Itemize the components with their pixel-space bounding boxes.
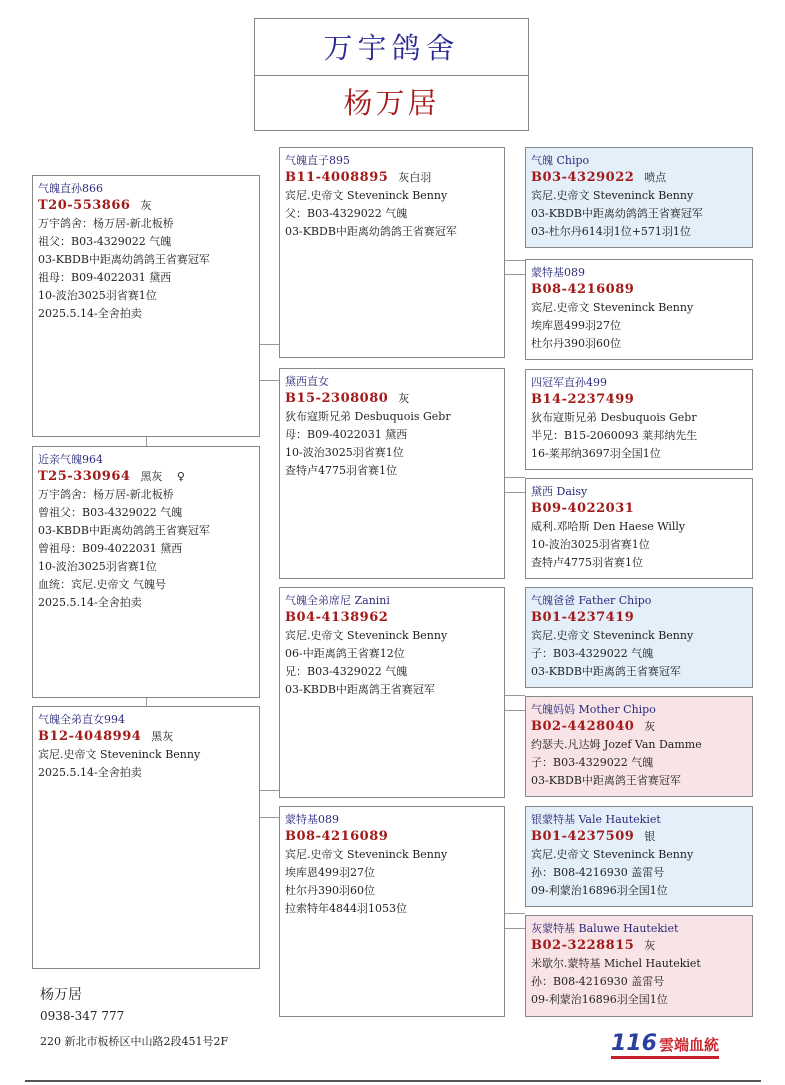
feather-color: 灰 bbox=[644, 720, 656, 733]
pedigree-card-g3-3 bbox=[525, 369, 753, 470]
footer-address: 220 新北市板桥区中山路2段451号2F bbox=[40, 1035, 229, 1048]
pedigree-line: 10-波治3025羽省赛1位 bbox=[285, 446, 404, 459]
pedigree-line: 10-波治3025羽省赛1位 bbox=[38, 289, 157, 302]
bottom-divider bbox=[25, 1080, 761, 1082]
ring-number: T20-553866 bbox=[38, 198, 131, 213]
pedigree-card-g3-5 bbox=[525, 587, 753, 688]
footer-phone: 0938-347 777 bbox=[40, 1009, 125, 1023]
pedigree-card-sire-sire bbox=[279, 147, 505, 358]
pedigree-line: 祖父：B03-4329022 气魄 bbox=[38, 235, 172, 248]
pigeon-name: 近亲气魄964 bbox=[38, 453, 103, 466]
pedigree-line: 拉索特年4844羽1053位 bbox=[285, 902, 407, 915]
pigeon-name: 气魄妈妈 Mother Chipo bbox=[531, 703, 656, 716]
pigeon-name: 气魄直孙866 bbox=[38, 182, 103, 195]
pedigree-line: 曾祖父：B03-4329022 气魄 bbox=[38, 506, 183, 519]
pedigree-line: 2025.5.14-全舍拍卖 bbox=[38, 596, 142, 609]
pedigree-line: 狄布寇斯兄弟 Desbuquois Gebr bbox=[531, 411, 697, 424]
pedigree-line: 狄布寇斯兄弟 Desbuquois Gebr bbox=[285, 410, 451, 423]
title-box bbox=[254, 18, 529, 131]
pigeon-name: 四冠军直孙499 bbox=[531, 376, 607, 389]
pedigree-line: 03-杜尔丹614羽1位+571羽1位 bbox=[531, 225, 691, 238]
pedigree-line: 孙：B08-4216930 盖雷号 bbox=[531, 975, 665, 988]
ring-number: B12-4048994 bbox=[38, 729, 142, 744]
feather-color: 灰 bbox=[398, 392, 410, 405]
pedigree-line: 子：B03-4329022 气魄 bbox=[531, 647, 654, 660]
pedigree-card-subject-b bbox=[32, 446, 260, 698]
pedigree-line: 宾尼.史帝文 Steveninck Benny bbox=[38, 748, 201, 761]
pigeon-name: 灰蒙特基 Baluwe Hautekiet bbox=[531, 922, 679, 935]
pedigree-card-subject-a bbox=[32, 175, 260, 437]
pedigree-line: 10-波治3025羽省赛1位 bbox=[38, 560, 157, 573]
connector-line bbox=[504, 260, 525, 261]
ring-number: B08-4216089 bbox=[531, 282, 635, 297]
feather-color: 灰 bbox=[644, 939, 656, 952]
owner-title: 杨万居 bbox=[343, 86, 440, 120]
ring-number: B15-2308080 bbox=[285, 391, 389, 406]
loft-title: 万宇鸽舍 bbox=[255, 19, 528, 76]
pedigree-line: 万宇鸽舍：杨万居-新北板桥 bbox=[38, 488, 174, 501]
pedigree-line: 米歇尔.蒙特基 Michel Hautekiet bbox=[531, 957, 701, 970]
pedigree-line: 查特卢4775羽省赛1位 bbox=[531, 556, 643, 569]
ring-number: B01-4237419 bbox=[531, 610, 635, 625]
pedigree-line: 09-利蒙治16896羽全国1位 bbox=[531, 993, 668, 1006]
ring-number: T25-330964 bbox=[38, 469, 131, 484]
connector-line bbox=[259, 817, 279, 818]
ring-number: B11-4008895 bbox=[285, 170, 389, 185]
pedigree-line: 03-KBDB中距离幼鸽鸽王省赛冠军 bbox=[285, 225, 457, 238]
pedigree-card-g3-1 bbox=[525, 147, 753, 248]
feather-color: 银 bbox=[644, 830, 656, 843]
connector-line bbox=[146, 436, 147, 446]
ring-number: B04-4138962 bbox=[285, 610, 389, 625]
pedigree-line: 宾尼.史帝文 Steveninck Benny bbox=[285, 189, 448, 202]
connector-line bbox=[146, 697, 147, 706]
pedigree-line: 03-KBDB中距离幼鸽鸽王省赛冠军 bbox=[531, 207, 703, 220]
ring-number: B14-2237499 bbox=[531, 392, 635, 407]
connector-line bbox=[504, 477, 525, 478]
connector-line bbox=[259, 380, 279, 381]
feather-color: 喷点 bbox=[644, 171, 667, 184]
pigeon-name: 气魄 Chipo bbox=[531, 154, 590, 167]
feather-color: 黑灰 bbox=[151, 730, 174, 743]
pedigree-line: 09-利蒙治16896羽全国1位 bbox=[531, 884, 668, 897]
pedigree-card-g3-2 bbox=[525, 259, 753, 360]
logo-text: 雲端血統 bbox=[658, 1036, 719, 1054]
feather-color: 灰 bbox=[140, 199, 152, 212]
pedigree-line: 曾祖母：B09-4022031 黛西 bbox=[38, 542, 183, 555]
pedigree-line: 子：B03-4329022 气魄 bbox=[531, 756, 654, 769]
pedigree-line: 埃库恩499羽27位 bbox=[531, 319, 621, 332]
pigeon-name: 气魄爸爸 Father Chipo bbox=[531, 594, 652, 607]
pigeon-name: 蒙特基089 bbox=[531, 266, 585, 279]
pedigree-line: 半兄：B15-2060093 莱邦纳先生 bbox=[531, 429, 698, 442]
footer-owner-name: 杨万居 bbox=[40, 987, 82, 1003]
pedigree-line: 06-中距离鸽王省赛12位 bbox=[285, 647, 405, 660]
pedigree-line: 宾尼.史帝文 Steveninck Benny bbox=[531, 848, 694, 861]
pigeon-name: 黛西直女 bbox=[285, 375, 329, 388]
pedigree-line: 兄：B03-4329022 气魄 bbox=[285, 665, 408, 678]
pigeon-name: 银蒙特基 Vale Hautekiet bbox=[531, 813, 661, 826]
pedigree-line: 2025.5.14-全舍拍卖 bbox=[38, 307, 142, 320]
feather-color: 灰白羽 bbox=[398, 171, 432, 184]
pigeon-name: 黛西 Daisy bbox=[531, 485, 588, 498]
pedigree-line: 孙：B08-4216930 盖雷号 bbox=[531, 866, 665, 879]
pedigree-line: 血统：宾尼.史帝文 气魄号 bbox=[38, 578, 166, 591]
ring-number: B02-3228815 bbox=[531, 938, 635, 953]
pedigree-line: 10-波治3025羽省赛1位 bbox=[531, 538, 650, 551]
pedigree-card-dam-sire bbox=[279, 587, 505, 798]
pedigree-line: 03-KBDB中距离幼鸽鸽王省赛冠军 bbox=[38, 253, 210, 266]
pigeon-name: 气魄全弟席尼 Zanini bbox=[285, 594, 390, 607]
feather-color: 黑灰 ♀ bbox=[140, 470, 185, 483]
pedigree-line: 2025.5.14-全舍拍卖 bbox=[38, 766, 142, 779]
ring-number: B08-4216089 bbox=[285, 829, 389, 844]
pedigree-line: 母：B09-4022031 黛西 bbox=[285, 428, 408, 441]
pedigree-line: 杜尔丹390羽60位 bbox=[285, 884, 375, 897]
connector-line bbox=[504, 913, 525, 914]
connector-line bbox=[504, 274, 525, 275]
ring-number: B02-4428040 bbox=[531, 719, 635, 734]
pedigree-line: 约瑟夫.凡达姆 Jozef Van Damme bbox=[531, 738, 702, 751]
pedigree-line: 祖母：B09-4022031 黛西 bbox=[38, 271, 172, 284]
pedigree-line: 宾尼.史帝文 Steveninck Benny bbox=[531, 189, 694, 202]
pedigree-line: 宾尼.史帝文 Steveninck Benny bbox=[531, 301, 694, 314]
pedigree-line: 03-KBDB中距离鸽王省赛冠军 bbox=[531, 774, 681, 787]
pedigree-line: 宾尼.史帝文 Steveninck Benny bbox=[285, 629, 448, 642]
connector-line bbox=[504, 710, 525, 711]
pedigree-line: 威利.邓哈斯 Den Haese Willy bbox=[531, 520, 686, 533]
connector-line bbox=[504, 695, 525, 696]
ring-number: B01-4237509 bbox=[531, 829, 635, 844]
pedigree-card-g3-7 bbox=[525, 806, 753, 907]
ring-number: B09-4022031 bbox=[531, 501, 635, 516]
connector-line bbox=[259, 790, 279, 791]
connector-line bbox=[504, 492, 525, 493]
pedigree-card-dam-dam bbox=[279, 806, 505, 1017]
pedigree-card-g3-8 bbox=[525, 915, 753, 1017]
logo-number: 116 bbox=[611, 1031, 657, 1056]
pedigree-line: 埃库恩499羽27位 bbox=[285, 866, 375, 879]
brand-logo bbox=[611, 1031, 719, 1057]
pedigree-card-g3-6 bbox=[525, 696, 753, 797]
pedigree-line: 杜尔丹390羽60位 bbox=[531, 337, 621, 350]
pigeon-name: 气魄直子895 bbox=[285, 154, 350, 167]
pedigree-line: 03-KBDB中距离鸽王省赛冠军 bbox=[531, 665, 681, 678]
pedigree-line: 03-KBDB中距离鸽王省赛冠军 bbox=[285, 683, 435, 696]
pedigree-line: 查特卢4775羽省赛1位 bbox=[285, 464, 397, 477]
pedigree-line: 万宇鸽舍：杨万居-新北板桥 bbox=[38, 217, 174, 230]
pigeon-name: 蒙特基089 bbox=[285, 813, 339, 826]
pedigree-line: 父：B03-4329022 气魄 bbox=[285, 207, 408, 220]
pedigree-line: 16-莱邦纳3697羽全国1位 bbox=[531, 447, 661, 460]
pedigree-card-g3-4 bbox=[525, 478, 753, 579]
ring-number: B03-4329022 bbox=[531, 170, 635, 185]
logo-underline bbox=[611, 1056, 719, 1059]
connector-line bbox=[259, 344, 279, 345]
pedigree-line: 03-KBDB中距离幼鸽鸽王省赛冠军 bbox=[38, 524, 210, 537]
connector-line bbox=[504, 928, 525, 929]
pedigree-card-sire-dam bbox=[279, 368, 505, 579]
pedigree-line: 宾尼.史帝文 Steveninck Benny bbox=[531, 629, 694, 642]
pedigree-line: 宾尼.史帝文 Steveninck Benny bbox=[285, 848, 448, 861]
pedigree-card-dam bbox=[32, 706, 260, 969]
pigeon-name: 气魄全弟直女994 bbox=[38, 713, 125, 726]
